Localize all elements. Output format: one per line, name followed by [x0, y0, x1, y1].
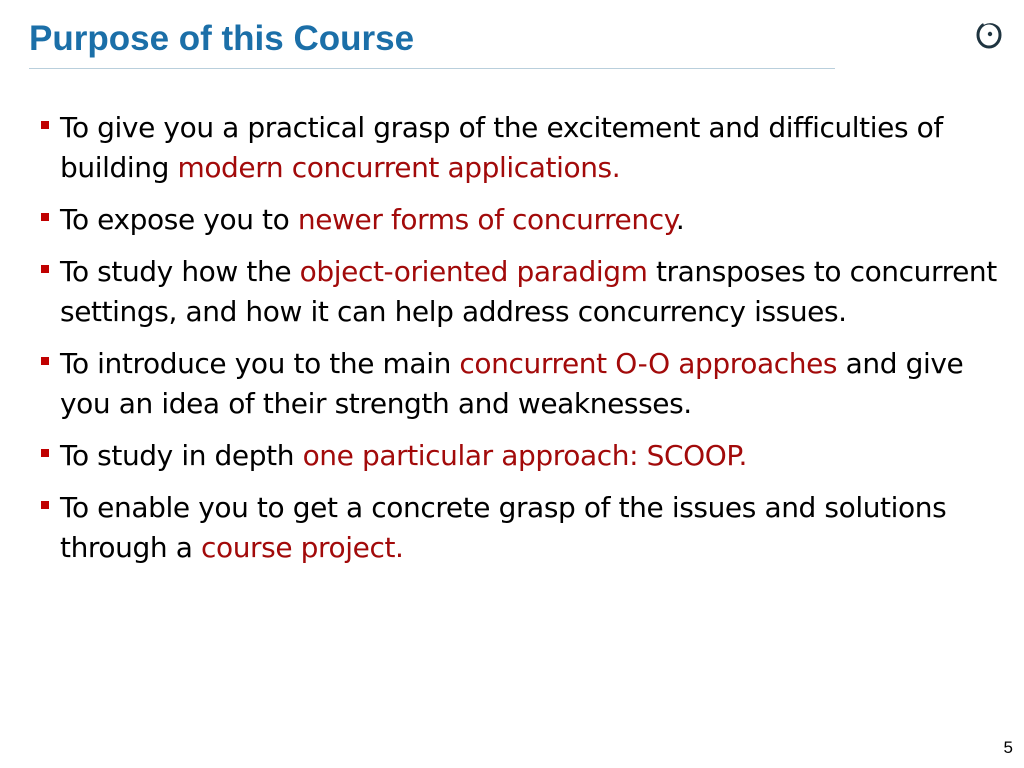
- bullet-text: transposes to concurrent settings, and how it can help address concurrency issues.: [60, 255, 997, 328]
- emphasis-text: modern concurrent applications.: [177, 151, 621, 184]
- list-item: [38, 200, 998, 240]
- slide-title: Purpose of this Course: [29, 19, 415, 58]
- bullet-text: and give you an idea of their strength and weaknesses.: [60, 347, 964, 420]
- bullet-text: .: [675, 203, 685, 236]
- bullet-square: [41, 357, 49, 365]
- emphasis-text: one particular approach: SCOOP.: [302, 439, 748, 472]
- bullet-text: To enable you to get a concrete grasp of the issues and solutions through a: [60, 491, 947, 564]
- title-divider: [29, 68, 835, 69]
- list-item: [38, 436, 998, 476]
- bullet-text: To give you a practical grasp of the excitement and difficulties of building: [60, 111, 943, 184]
- bullet-square: [41, 213, 49, 221]
- list-item: [38, 108, 998, 188]
- bullet-list: [38, 108, 998, 580]
- emphasis-text: newer forms of concurrency: [297, 203, 676, 236]
- page-number: 5: [1003, 738, 1013, 757]
- bullet-text: To study how the: [60, 255, 300, 288]
- bullet-square: [41, 449, 49, 457]
- emphasis-text: object-oriented paradigm: [299, 255, 648, 288]
- bullet-square: [41, 265, 49, 273]
- emphasis-text: concurrent O-O approaches: [459, 347, 838, 380]
- bullet-square: [41, 121, 49, 129]
- bullet-text: To study in depth: [60, 439, 303, 472]
- bullet-square: [41, 501, 49, 509]
- eiffel-logo-icon: [973, 17, 1007, 51]
- bullet-text: To expose you to: [60, 203, 298, 236]
- emphasis-text: course project.: [200, 531, 404, 564]
- list-item: [38, 252, 998, 332]
- list-item: [38, 344, 998, 424]
- bullet-text: To introduce you to the main: [60, 347, 460, 380]
- list-item: [38, 488, 998, 568]
